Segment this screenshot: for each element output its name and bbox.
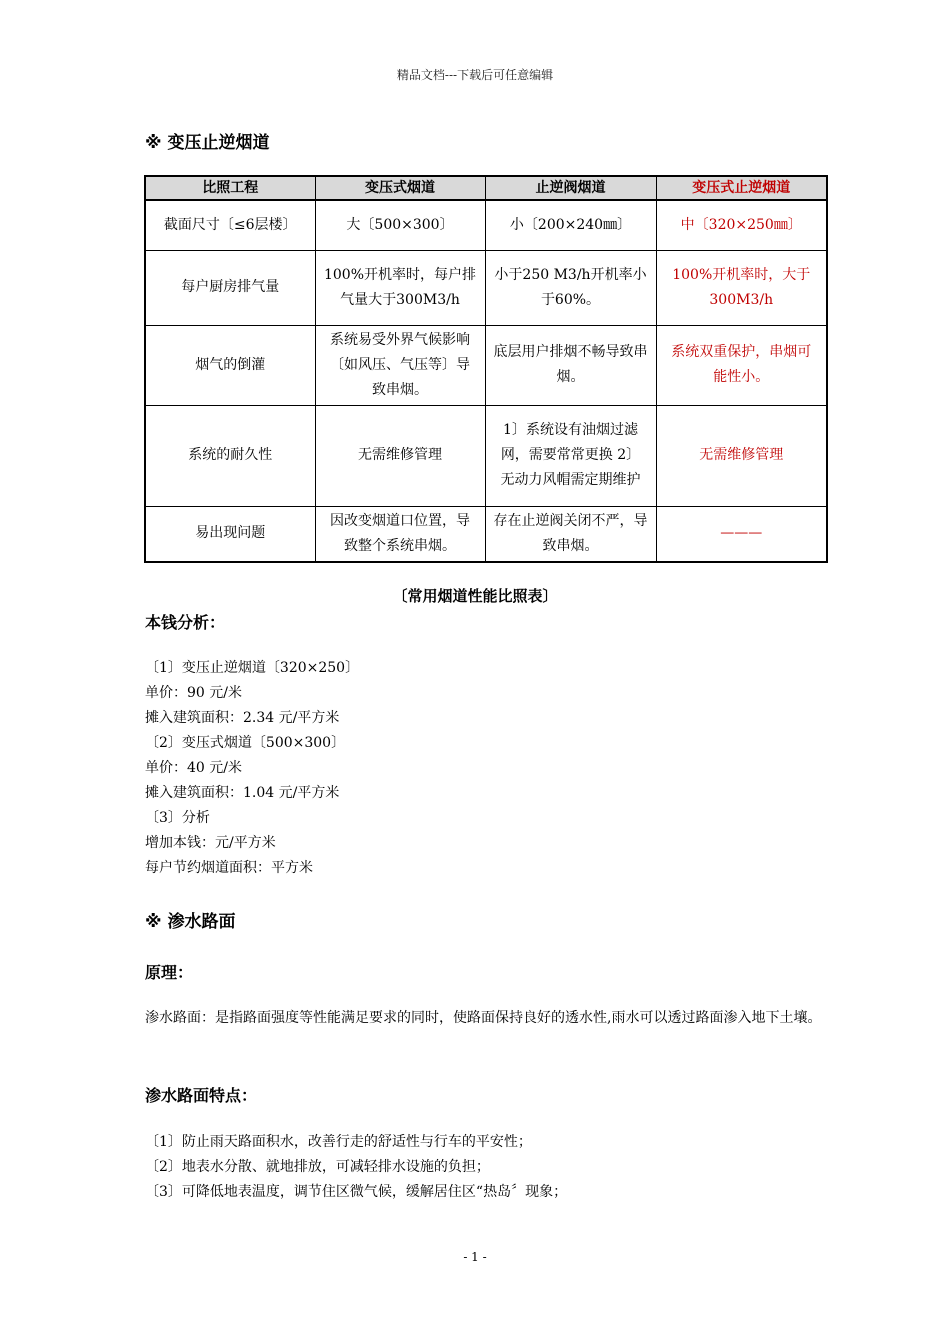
cost-line: 〔2〕变压式烟道〔500×300〕: [145, 735, 346, 751]
table-cell: 易出现问题: [145, 506, 315, 562]
table-cell: 无需维修管理: [315, 405, 485, 506]
page-number: - 1 -: [463, 1250, 487, 1264]
cost-line: 单价：40 元/米: [145, 760, 242, 776]
table-cell: 100%开机率时，大于300M3/h: [656, 250, 827, 325]
table-cell: 小于250 M3/h开机率小于60%。: [485, 250, 656, 325]
table-cell: 100%开机率时，每户排气量大于300M3/h: [315, 250, 485, 325]
table-cell: 小〔200×240㎜〕: [485, 200, 656, 250]
table-cell: ———: [656, 506, 827, 562]
section-title-smoke-duct: ※ 变压止逆烟道: [145, 133, 270, 153]
table-header-cell: 变压式烟道: [315, 176, 485, 200]
table-cell: 1〕系统设有油烟过滤网，需要常常更换 2〕 无动力风帽需定期维护: [485, 405, 656, 506]
feature-item: 〔2〕地表水分散、就地排放，可减轻排水设施的负担；: [145, 1159, 490, 1175]
cost-line: 摊入建筑面积：1.04 元/平方米: [145, 785, 340, 801]
table-caption: 〔常用烟道性能比照表〕: [392, 587, 558, 605]
table-row: [145, 325, 827, 405]
table-cell: 底层用户排烟不畅导致串烟。: [485, 325, 656, 405]
table-cell: 系统易受外界气候影响〔如风压、气压等〕导致串烟。: [315, 325, 485, 405]
table-cell: 因改变烟道口位置，导致整个系统串烟。: [315, 506, 485, 562]
cost-line: 〔1〕变压止逆烟道〔320×250〕: [145, 660, 360, 676]
feature-item: 〔1〕防止雨天路面积水，改善行走的舒适性与行车的平安性；: [145, 1134, 532, 1150]
table-row: [145, 405, 827, 506]
principle-title: 原理：: [145, 963, 194, 982]
table-cell: 存在止逆阀关闭不严，导致串烟。: [485, 506, 656, 562]
principle-paragraph: 渗水路面：是指路面强度等性能满足要求的同时，使路面保持良好的透水性,雨水可以透过路面渗入地下土壤。: [145, 1010, 822, 1026]
table-row: [145, 200, 827, 250]
table-cell: 烟气的倒灌: [145, 325, 315, 405]
cost-line: 〔3〕分析: [145, 810, 210, 826]
page-header-note: 精品文档---下载后可任意编辑: [396, 68, 554, 82]
cost-analysis-title: 本钱分析：: [145, 613, 226, 632]
comparison-table: [144, 175, 828, 563]
table-header-cell: 止逆阀烟道: [485, 176, 656, 200]
cost-line: 每户节约烟道面积：平方米: [145, 860, 313, 876]
table-row: [145, 250, 827, 325]
table-cell: 大〔500×300〕: [315, 200, 485, 250]
section-title-permeable-pavement: ※ 渗水路面: [145, 912, 236, 932]
table-row: [145, 506, 827, 562]
cost-line: 单价：90 元/米: [145, 685, 242, 701]
table-header-row: [145, 176, 827, 200]
feature-item: 〔3〕可降低地表温度，调节住区微气候，缓解居住区“热岛〞现象；: [145, 1184, 568, 1200]
table-cell: 系统的耐久性: [145, 405, 315, 506]
features-title: 渗水路面特点：: [145, 1086, 258, 1105]
table-header-cell: 变压式止逆烟道: [656, 176, 827, 200]
table-cell: 无需维修管理: [656, 405, 827, 506]
cost-line: 摊入建筑面积：2.34 元/平方米: [145, 710, 340, 726]
table-cell: 中〔320×250㎜〕: [656, 200, 827, 250]
table-cell: 每户厨房排气量: [145, 250, 315, 325]
table-header-cell: 比照工程: [145, 176, 315, 200]
cost-line: 增加本钱：元/平方米: [145, 835, 276, 851]
table-cell: 系统双重保护，串烟可能性小。: [656, 325, 827, 405]
table-cell: 截面尺寸〔≤6层楼〕: [145, 200, 315, 250]
